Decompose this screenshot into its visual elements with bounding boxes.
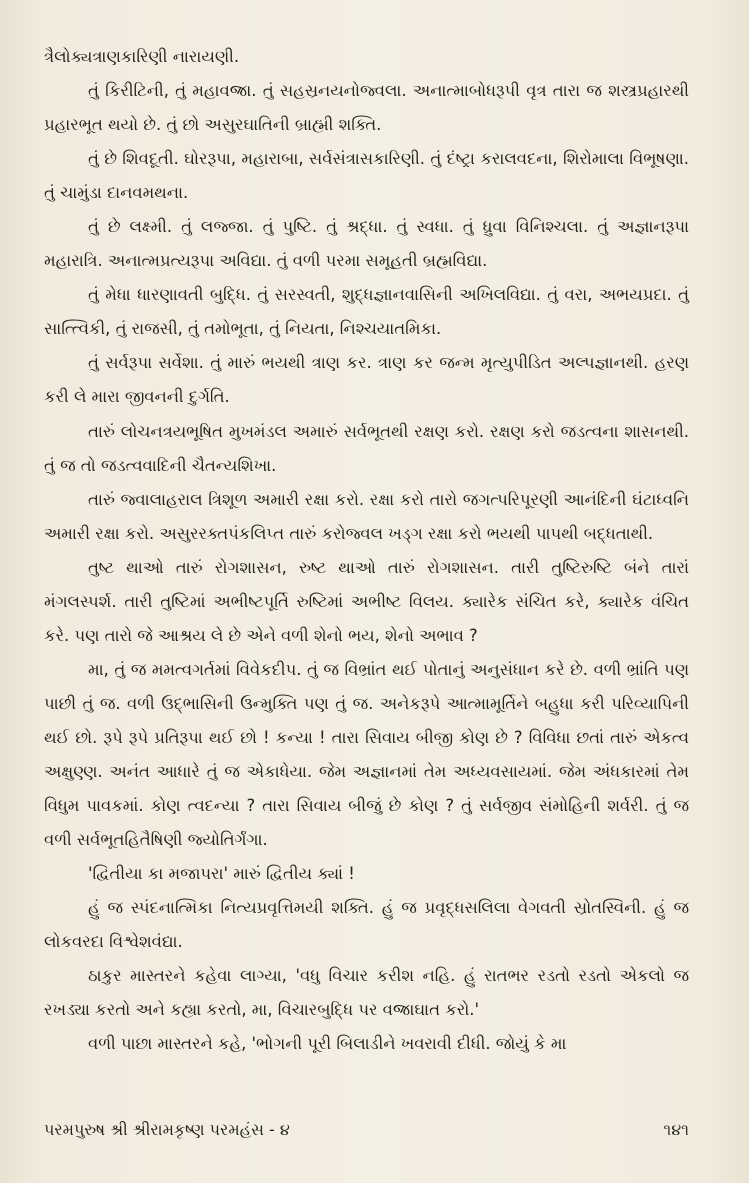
paragraph-7: તારું લોચનત્રયભૂષિત મુખમંડલ અમારું સર્વભૂતથી રક્ષણ કરો. રક્ષણ કરો જડત્વના શાસનથી. તું જ તો જડત્વવાદિની ચૈતન્યશિખા. [44, 421, 689, 475]
paragraph-13: ઠાકુર માસ્તરને કહેવા લાગ્યા, 'વધુ વિચાર કરીશ નહિ. હું રાતભર રડતો રડતો એકલો જ રખડ્યા કરતો અને કહ્યા કરતો, મા, વિચારબુદ્ધિ પર વજ્રાઘાત કરો.' [44, 966, 689, 1020]
body-text [44, 40, 689, 1061]
paragraph-11: 'દ્વિતીયા કા મજાપરા' મારું દ્વિતીય ક્યાં ! [88, 864, 355, 884]
page-number: ૧૪૧ [663, 1120, 689, 1139]
paragraph-10: મા, તું જ મમત્વગર્તમાં વિવેકદીપ. તું જ વિભ્રાંત થઈ પોતાનું અનુસંધાન કરે છે. વળી ભ્રાંતિ પણ પાછી તું જ. વળી ઉદ્ભાસિની ઉન્મુક્તિ પણ તું જ. અનેકરૂપે આત્મામૂર્તિને બહુધા કરી પરિવ્યાપિની થઈ છો. રૂપે રૂપે પ્રતિરૂપા થઈ છો ! કન્યા ! તારા સિવાય બીજી કોણ છે ? વિવિધા છતાં તારું એકત્વ અક્ષુણ્ણ. અનંત આધારે તું જ એકાધેયા. જેમ અજ્ઞાનમાં તેમ અધ્યવસાયમાં. જેમ અંધકારમાં તેમ વિધુમ પાવકમાં. કોણ ત્વદન્યા ? તારા સિવાય બીજું છે કોણ ? તું સર્વજીવ સંમોહિની શર્વરી. તું જ વળી સર્વભૂતહિતૈષિણી જ્યોતિર્ગંગા. [44, 659, 689, 850]
paragraph-5: તું મેધા ધારણાવતી બુદ્ધિ. તું સરસ્વતી, શુદ્ધજ્ઞાનવાસિની અખિલવિદ્યા. તું વરા, અભયપ્રદા. તું સાત્ત્વિકી, તું રાજસી, તું તમોભૂતા, તું નિયતા, નિશ્ચયાતમિકા. [44, 285, 689, 339]
paragraph-1: ત્રૈલોક્યત્રાણકારિણી નારાયણી. [44, 47, 240, 66]
page-footer [44, 1118, 689, 1142]
running-footer-title: પરમપુરુષ શ્રી શ્રીરામકૃષ્ણ પરમહંસ - ૪ [44, 1120, 290, 1139]
paragraph-14: વળી પાછા માસ્તરને કહે, 'ભોગની પૂરી બિલાડીને ખવરાવી દીધી. જોયું કે મા [88, 1034, 567, 1054]
paragraph-9: તુષ્ટ થાઓ તારું રોગશાસન, રુષ્ટ થાઓ તારું રોગશાસન. તારી તુષ્ટિરુષ્ટિ બંને તારાં મંગલસ્પર્શ. તારી તુષ્ટિમાં અભીષ્ટપૂર્તિ રુષ્ટિમાં અભીષ્ટ વિલય. ક્યારેક સંચિત કરે, ક્યારેક વંચિત કરે. પણ તારો જે આશ્રય લે છે એને વળી શેનો ભય, શેનો અભાવ ? [44, 557, 689, 645]
paragraph-6: તું સર્વરૂપા સર્વેશા. તું મારું ભયથી ત્રાણ કર. ત્રાણ કર જન્મ મૃત્યુપીડિત અલ્પજ્ઞાનથી. હરણ કરી લે મારા જીવનની દુર્ગતિ. [44, 353, 689, 407]
paragraph-2: તું કિરીટિની, તું મહાવજ્રા. તું સહસ્રનયનોજ્વલા. અનાત્માબોધરૂપી વૃત્ર તારા જ શસ્ત્રપ્રહારથી પ્રહારભૂત થયો છે. તું છો અસુરઘાતિની બ્રાહ્મી શક્તિ. [44, 81, 689, 135]
paragraph-4: તું છે લક્ષ્મી. તું લજ્જા. તું પુષ્ટિ. તું શ્રદ્ધા. તું સ્વધા. તું ધ્રુવા વિનિશ્ચલા. તું અજ્ઞાનરૂપા મહારાત્રિ. અનાત્મપ્રત્યરૂપા અવિદ્યા. તું વળી પરમા સમૂહતી બ્રહ્મવિદ્યા. [44, 217, 689, 271]
paragraph-12: હું જ સ્પંદનાત્મિકા નિત્યપ્રવૃત્તિમયી શક્તિ. હું જ પ્રવૃદ્ધસલિલા વેગવતી સ્રોતસ્વિની. હું જ લોકવરદા વિશ્વેશવંદ્યા. [44, 898, 689, 952]
paragraph-3: તું છે શિવદૂતી. ઘોરરૂપા, મહારાબા, સર્વસંત્રાસકારિણી. તું દંષ્ટ્રા કરાલવદના, શિરોમાલા વિભૂષણા. તું ચામુંડા દાનવમથના. [44, 149, 689, 203]
paragraph-8: તારું જ્વાલાહરાલ ત્રિશૂળ અમારી રક્ષા કરો. રક્ષા કરો તારો જગત્પરિપૂરણી આનંદિની ઘંટાધ્વનિ અમારી રક્ષા કરો. અસુરરક્તપંકલિપ્ત તારું કરોજ્વલ ખડ્ગ રક્ષા કરો ભયથી પાપથી બદ્ધતાથી. [44, 489, 689, 543]
